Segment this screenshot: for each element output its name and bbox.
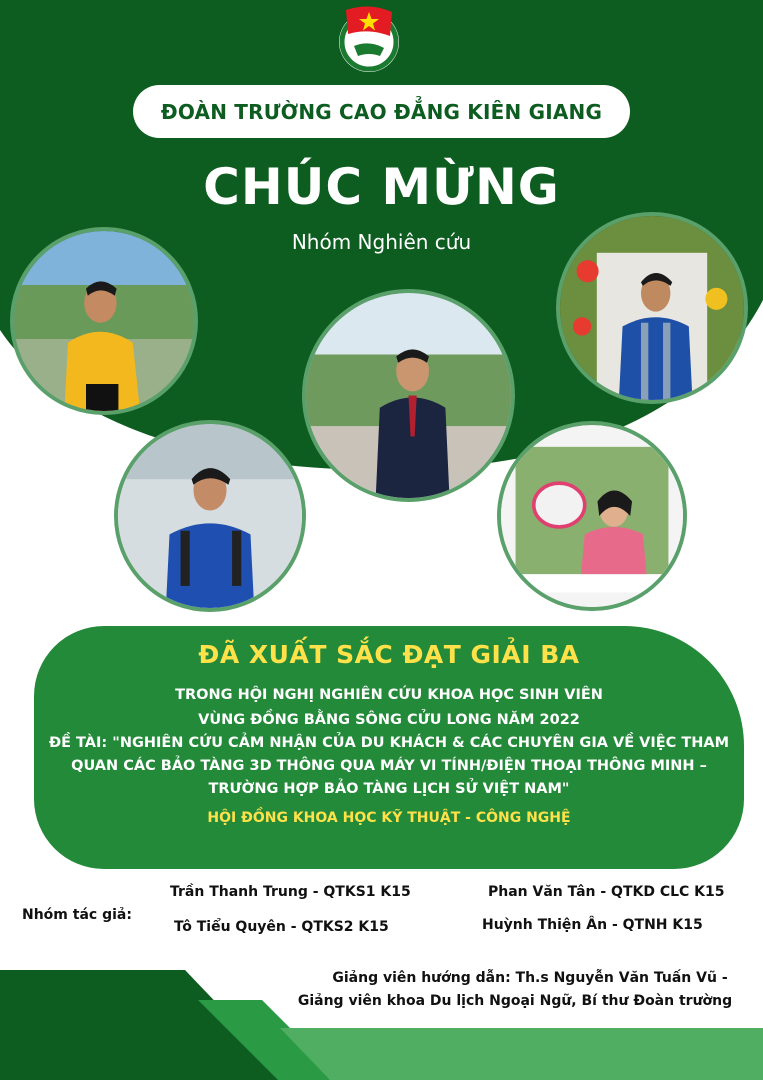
authors-label: Nhóm tác giả: [22,907,132,923]
author-item: Huỳnh Thiện Ân - QTNH K15 [482,917,703,933]
award-line-4: QUAN CÁC BẢO TÀNG 3D THÔNG QUA MÁY VI TÍNH/ĐIỆN THOẠI THÔNG MINH – [71,758,707,774]
award-line-2: VÙNG ĐỒNG BẰNG SÔNG CỬU LONG NĂM 2022 [198,712,580,728]
photo-student-suit [302,289,515,502]
photo-student-yellow-shirt [10,227,198,415]
award-title: ĐÃ XUẤT SẮC ĐẠT GIẢI BA [198,640,580,669]
organization-banner [133,85,630,138]
author-item: Trần Thanh Trung - QTKS1 K15 [170,884,411,900]
advisor-line-2: Giảng viên khoa Du lịch Ngoại Ngữ, Bí thư Đoàn trường [297,993,733,1009]
award-line-3: ĐỀ TÀI: "NGHIÊN CỨU CẢM NHẬN CỦA DU KHÁCH & CÁC CHUYÊN GIA VỀ VIỆC THAM [48,735,730,751]
advisor-line-1: Giảng viên hướng dẫn: Th.s Nguyễn Văn Tuấn Vũ - [332,970,728,986]
youth-union-logo [334,2,404,74]
page-subtitle: Nhóm Nghiên cứu [291,230,472,254]
photo-student-blue-uniform-right [556,212,748,404]
author-item: Phan Văn Tân - QTKD CLC K15 [488,884,725,900]
award-council: HỘI ĐỒNG KHOA HỌC KỸ THUẬT - CÔNG NGHỆ [207,810,571,826]
award-line-5: TRƯỜNG HỢP BẢO TÀNG LỊCH SỬ VIỆT NAM" [208,781,570,797]
author-item: Tô Tiểu Quyên - QTKS2 K15 [174,919,389,935]
photo-student-with-sign [497,421,687,611]
organization-name: ĐOÀN TRƯỜNG CAO ĐẲNG KIÊN GIANG [160,99,603,124]
award-line-1: TRONG HỘI NGHỊ NGHIÊN CỨU KHOA HỌC SINH VIÊN [175,687,603,703]
page-title: CHÚC MỪNG [203,158,560,216]
photo-student-blue-uniform-left [114,420,306,612]
